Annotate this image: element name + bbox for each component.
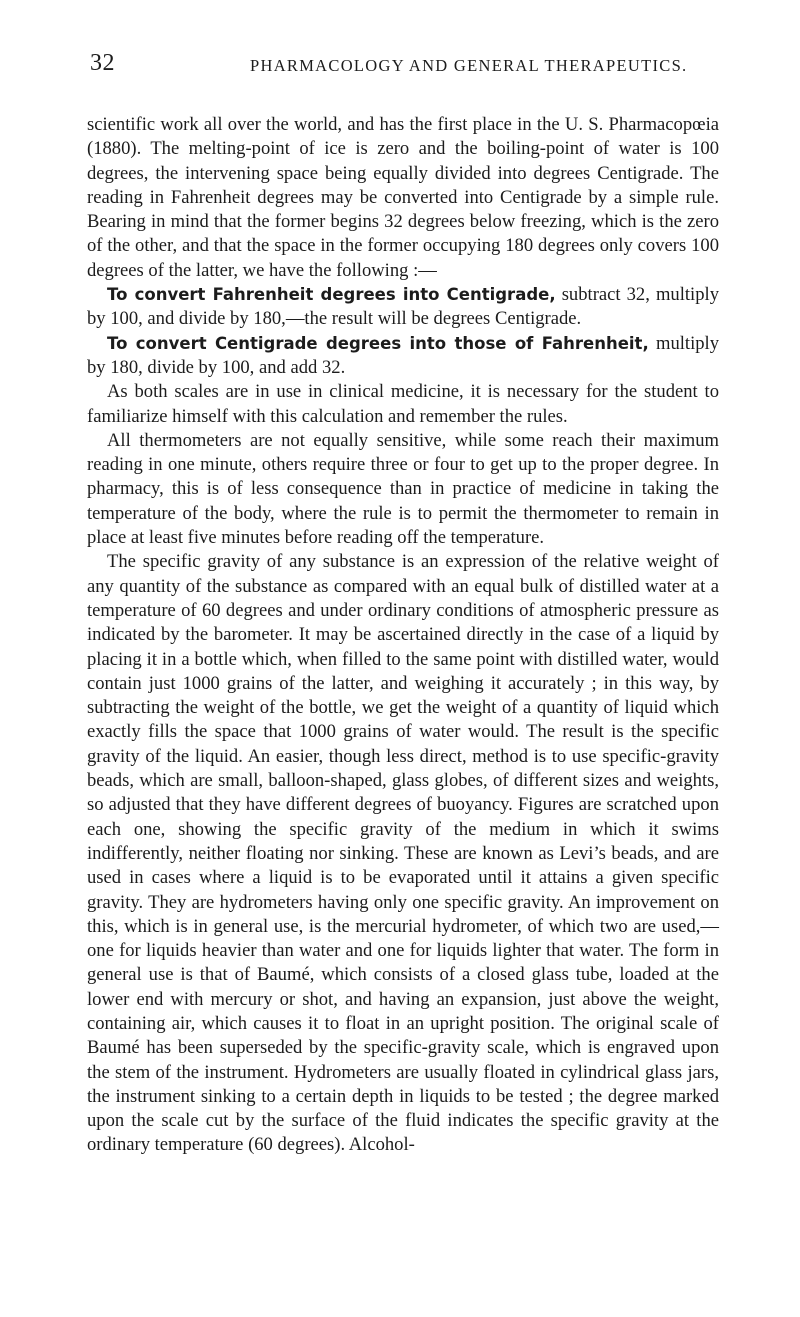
rule-text-fahrenheit: subtract 32, multiply by 100, and divide by 180,—the result will be degrees Centigrade. xyxy=(87,284,719,330)
paragraph-both-scales: As both scales are in use in clinical medicine, it is necessary for the student to familiarize himself with this calculation and remember the rules. xyxy=(87,381,719,427)
body-text xyxy=(87,113,719,1158)
paragraph-continued: scientific work all over the world, and has the first place in the U. S. Pharmacopœia (1880). The melting-point of ice is zero and the boiling-point of water is 100 degrees, the intervening space being equally divided into degrees Centigrade. The reading in Fahrenheit degrees may be converted into Centigrade by a simple rule. Bearing in mind that the former begins 32 degrees below freezing, which is the zero of the other, and that the space in the former occupying 180 degrees only covers 100 degrees of the latter, we have the following :— xyxy=(87,114,719,281)
paragraph-specific-gravity: The specific gravity of any substance is an expression of the relative weight of any quantity of the substance as compared with an equal bulk of distilled water at a temperature of 60 degrees and under ordinary conditions of atmospheric pressure as indicated by the barometer. It may be ascertained directly in the case of a liquid by placing it in a bottle which, when filled to the same point with distilled water, would contain just 1000 grains of the latter, and weighing it accurately ; in this way, by subtracting the weight of the bottle, we get the weight of a quantity of liquid which exactly fills the space that 1000 grains of water would. The result is the specific gravity of the liquid. An easier, though less direct, method is to use specific-gravity beads, which are small, balloon-shaped, glass globes, of different sizes and weights, so adjusted that they have different degrees of buoyancy. Figures are scratched upon each one, showing the specific gravity of the medium in which it swims indifferently, neither floating nor sinking. These are known as Levi’s beads, and are used in cases where a liquid is to be evaporated until it attains a given specific gravity. They are hydrometers having only one specific gravity. An improvement on this, which is in general use, is the mercurial hydrometer, of which two are used,— one for liquids heavier than water and one for liquids lighter that water. The form in general use is that of Baumé, which consists of a closed glass tube, loaded at the lower end with mercury or shot, and having an expansion, just above the weight, containing air, which causes it to float in an upright position. The original scale of Baumé has been superseded by the specific-gravity scale, which is engraved upon the stem of the instrument. Hydrometers are usually floated in cylindrical glass jars, the instrument sinking to a certain depth in liquids to be tested ; the degree marked upon the scale cut by the surface of the fluid indicates the specific gravity at the ordinary temperature (60 degrees). Alcohol- xyxy=(87,551,719,1156)
running-title: PHARMACOLOGY AND GENERAL THERAPEUTICS. xyxy=(250,56,688,75)
rule-text-centigrade: multiply by 180, divide by 100, and add 32. xyxy=(87,332,719,378)
paragraph-centigrade-to-fahrenheit xyxy=(87,332,719,381)
rule-heading-fahrenheit: To convert Fahrenheit degrees into Centigrade, xyxy=(107,285,556,305)
running-head xyxy=(90,50,714,80)
paragraph-fahrenheit-to-centigrade xyxy=(87,283,719,332)
rule-heading-centigrade: To convert Centigrade degrees into those of Fahrenheit, xyxy=(107,333,649,353)
paragraph-thermometers: All thermometers are not equally sensitive, while some reach their maximum reading in one minute, others require three or four to get up to the proper degree. In pharmacy, this is of less consequence than in practice of medicine in taking the temperature of the body, where the rule is to permit the thermometer to remain in place at least five minutes before reading off the temperature. xyxy=(87,429,719,549)
page-number: 32 xyxy=(90,50,115,76)
